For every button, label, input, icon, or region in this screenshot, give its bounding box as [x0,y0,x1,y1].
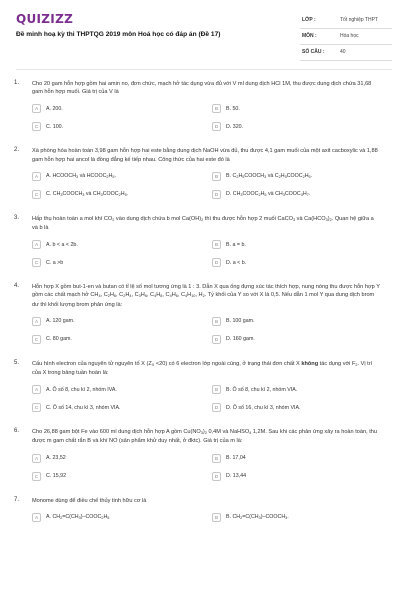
question-number: 1. [14,80,20,86]
quizizz-logo: QUIZIZZ [16,12,74,26]
page-title: Đề minh hoạ kỳ thi THPTQG 2019 môn Hoá học có đáp án (Đề 17) [16,31,221,38]
meta-row-count [300,45,392,61]
answer-option-c[interactable] [32,333,212,346]
question-list [0,80,400,538]
option-grid [32,238,380,269]
question-number: 7. [14,496,20,503]
question-text: Hỗn hợp X gồm but-1-en và butan có tỉ lệ số mol tương ứng là 1 : 3. Dẫn X qua ống đựng xúc tác thích hợp, nung nóng thu được hỗn hợp Y gồm các chất mạch hở $CH_4$, $C_2H_6$, $C_2H_4$, $C_3H_6$, $C_4H_8$, $C_4H_6$, $C_4H_{10}$, $H_2$. Tỷ khối của Y so với X là 0,5. Nếu dẫn 1 mol Y qua dung dịch brom dư thì khối lượng brom phản ứng là: [32,284,380,308]
option-letter-badge: A [32,513,41,522]
question-number: 4. [14,283,20,290]
option-label: A. b < a < 2b. [46,241,78,248]
option-label: D. $CH_3COOC_2H_5$ và $CH_3COOC_3H_7$. [226,191,311,198]
option-label: A. $CH_2=C(CH_3)-COOC_2H_5$ [46,514,110,521]
option-letter-badge: D [212,190,221,199]
answer-option-b[interactable] [212,102,392,115]
option-label: A. 200. [46,105,63,112]
answer-option-b[interactable] [212,315,392,328]
option-label: D. 320. [226,123,244,130]
question-item [0,428,400,482]
option-label: C. 80 gam. [46,336,72,343]
option-label: B. $CH_2=C(CH_3)-COOCH_3$. [226,514,289,521]
answer-option-c[interactable] [32,470,212,483]
option-letter-badge: C [32,335,41,344]
question-text: Hấp thụ hoàn toàn a mol khí $CO_2$ vào dung dịch chứa b mol $Ca(OH)_2$ thì thu được hỗn hợp 2 muối CaCO$_3$ và $Ca(HCO_3)_2$. Quan hệ giữa a và b là [32,215,374,232]
option-letter-badge: C [32,403,41,412]
question-text: Cấu hình electron của nguyên tử nguyên tố X $(Z_X <20)$ có 6 electron lớp ngoài cùng, ở trạng thái đơn chất X không tác dụng với $F_2$. Vị trí của X trong bảng tuần hoàn là: [32,360,373,377]
question-text: Cho 20 gam hỗn hợp gồm hai amin no, đơn chức, mạch hở tác dụng vừa đủ với V ml dung dịch HCl 1M, thu được dung dịch chứa 31,68 gam hỗn hợp muối. Giá trị của V là [32,81,372,96]
option-letter-badge: A [32,104,41,113]
option-grid [32,170,380,201]
meta-key: SỐ CÂU : [302,49,325,55]
answer-option-a[interactable] [32,170,212,183]
option-label: C. 15,92 [46,473,67,480]
option-letter-badge: D [212,335,221,344]
question-number: 3. [14,214,20,221]
option-letter-badge: B [212,385,221,394]
answer-option-b[interactable] [212,383,392,396]
question-item [0,215,400,269]
question-text: Cho 26,88 gam bột Fe vào 600 ml dung dịch hỗn hợp A gồm $Cu(NO_3)_2$ 0,4M và NaHSO$_4$ 1,2M. Sau khi các phản ứng xảy ra hoàn toàn, thu được m gam chất rắn B và khí NO (sản phẩm khử duy nhất, ở đktc). Giá trị của m là: [32,429,377,445]
answer-option-d[interactable] [212,120,392,133]
option-letter-badge: A [32,317,41,326]
question-text: Monome dùng để điều chế thủy tinh hữu cơ là [32,497,147,504]
option-label: D. 160 gam. [226,336,255,343]
question-item [0,497,400,524]
option-letter-badge: B [212,513,221,522]
option-letter-badge: B [212,454,221,463]
option-label: A. Ô số 8, chu kì 2, nhóm IVA. [46,386,117,393]
meta-table [300,13,392,61]
option-label: A. $HCOOCH_3$ và $HCOOC_2H_5$. [46,173,116,180]
option-letter-badge: D [212,122,221,131]
answer-option-a[interactable] [32,315,212,328]
header-divider [16,69,392,70]
option-label: C. $CH_3COOCH_3$ và $CH_3COOC_2H_5$. [46,191,129,198]
option-letter-badge: A [32,240,41,249]
option-label: C. Ô số 14, chu kì 3, nhóm VIA. [46,404,121,411]
answer-option-a[interactable] [32,452,212,465]
option-letter-badge: A [32,172,41,181]
option-letter-badge: B [212,172,221,181]
option-label: D. 13,44 [226,473,247,480]
option-label: A. 120 gam. [46,318,75,325]
question-item [0,283,400,346]
answer-option-d[interactable] [212,470,392,483]
option-letter-badge: B [212,104,221,113]
option-label: B. Ô số 8, chu kì 2, nhóm VIA. [226,386,298,393]
answer-option-c[interactable] [32,256,212,269]
page-header [0,0,400,66]
option-letter-badge: A [32,385,41,394]
answer-option-a[interactable] [32,383,212,396]
answer-option-d[interactable] [212,256,392,269]
option-letter-badge: C [32,190,41,199]
question-item [0,360,400,414]
answer-option-d[interactable] [212,188,392,201]
option-letter-badge: C [32,472,41,481]
option-label: B. 50. [226,105,240,112]
option-letter-badge: C [32,258,41,267]
option-letter-badge: D [212,472,221,481]
option-label: C. 100. [46,123,64,130]
option-label: D. a < b. [226,259,247,266]
question-item [0,147,400,200]
option-letter-badge: D [212,403,221,412]
meta-value: 40 [340,49,346,55]
answer-option-c[interactable] [32,188,212,201]
question-number: 6. [14,428,20,435]
question-number: 2. [14,147,20,154]
option-grid [32,452,380,483]
answer-option-b[interactable] [212,452,392,465]
question-item [0,80,400,133]
meta-value: Tốt nghiệp THPT [340,17,378,23]
option-label: B. a = b. [226,241,246,248]
answer-option-b[interactable] [212,511,392,524]
meta-value: Hóa học [340,33,359,39]
option-grid [32,102,380,133]
answer-option-a[interactable] [32,238,212,251]
option-letter-badge: B [212,240,221,249]
meta-key: MÔN : [302,33,317,39]
option-grid [32,511,380,524]
answer-option-a[interactable] [32,511,212,524]
question-number: 5. [14,359,20,366]
option-label: B. 100 gam. [226,318,255,325]
answer-option-c[interactable] [32,401,212,414]
option-letter-badge: C [32,122,41,131]
answer-option-d[interactable] [212,401,392,414]
answer-option-a[interactable] [32,102,212,115]
meta-row-class [300,13,392,29]
option-letter-badge: D [212,258,221,267]
meta-row-subject [300,29,392,45]
meta-key: LỚP : [302,17,316,23]
option-label: D. Ô số 16, chu kì 3, nhóm VIA. [226,404,301,411]
option-letter-badge: A [32,454,41,463]
answer-option-b[interactable] [212,170,392,183]
option-letter-badge: B [212,317,221,326]
option-grid [32,315,380,346]
answer-option-c[interactable] [32,120,212,133]
answer-option-b[interactable] [212,238,392,251]
option-label: A. 23,52 [46,455,66,462]
option-label: B. $C_2H_5COOCH_3$ và $C_2H_5COOC_2H_5$. [226,173,313,180]
question-text: Xà phòng hóa hoàn toàn 3,98 gam hỗn hợp hai este bằng dung dịch NaOH vừa đủ, thu được 4,1 gam muối của một axit cacboxylic và 1,88 gam hỗn hợp hai ancol là đồng đẳng kế tiếp nhau. Công thức của hai este đó là [32,148,378,163]
option-grid [32,383,380,414]
answer-option-d[interactable] [212,333,392,346]
option-label: C. a >b [46,259,64,266]
option-label: B. 17,04 [226,455,246,462]
